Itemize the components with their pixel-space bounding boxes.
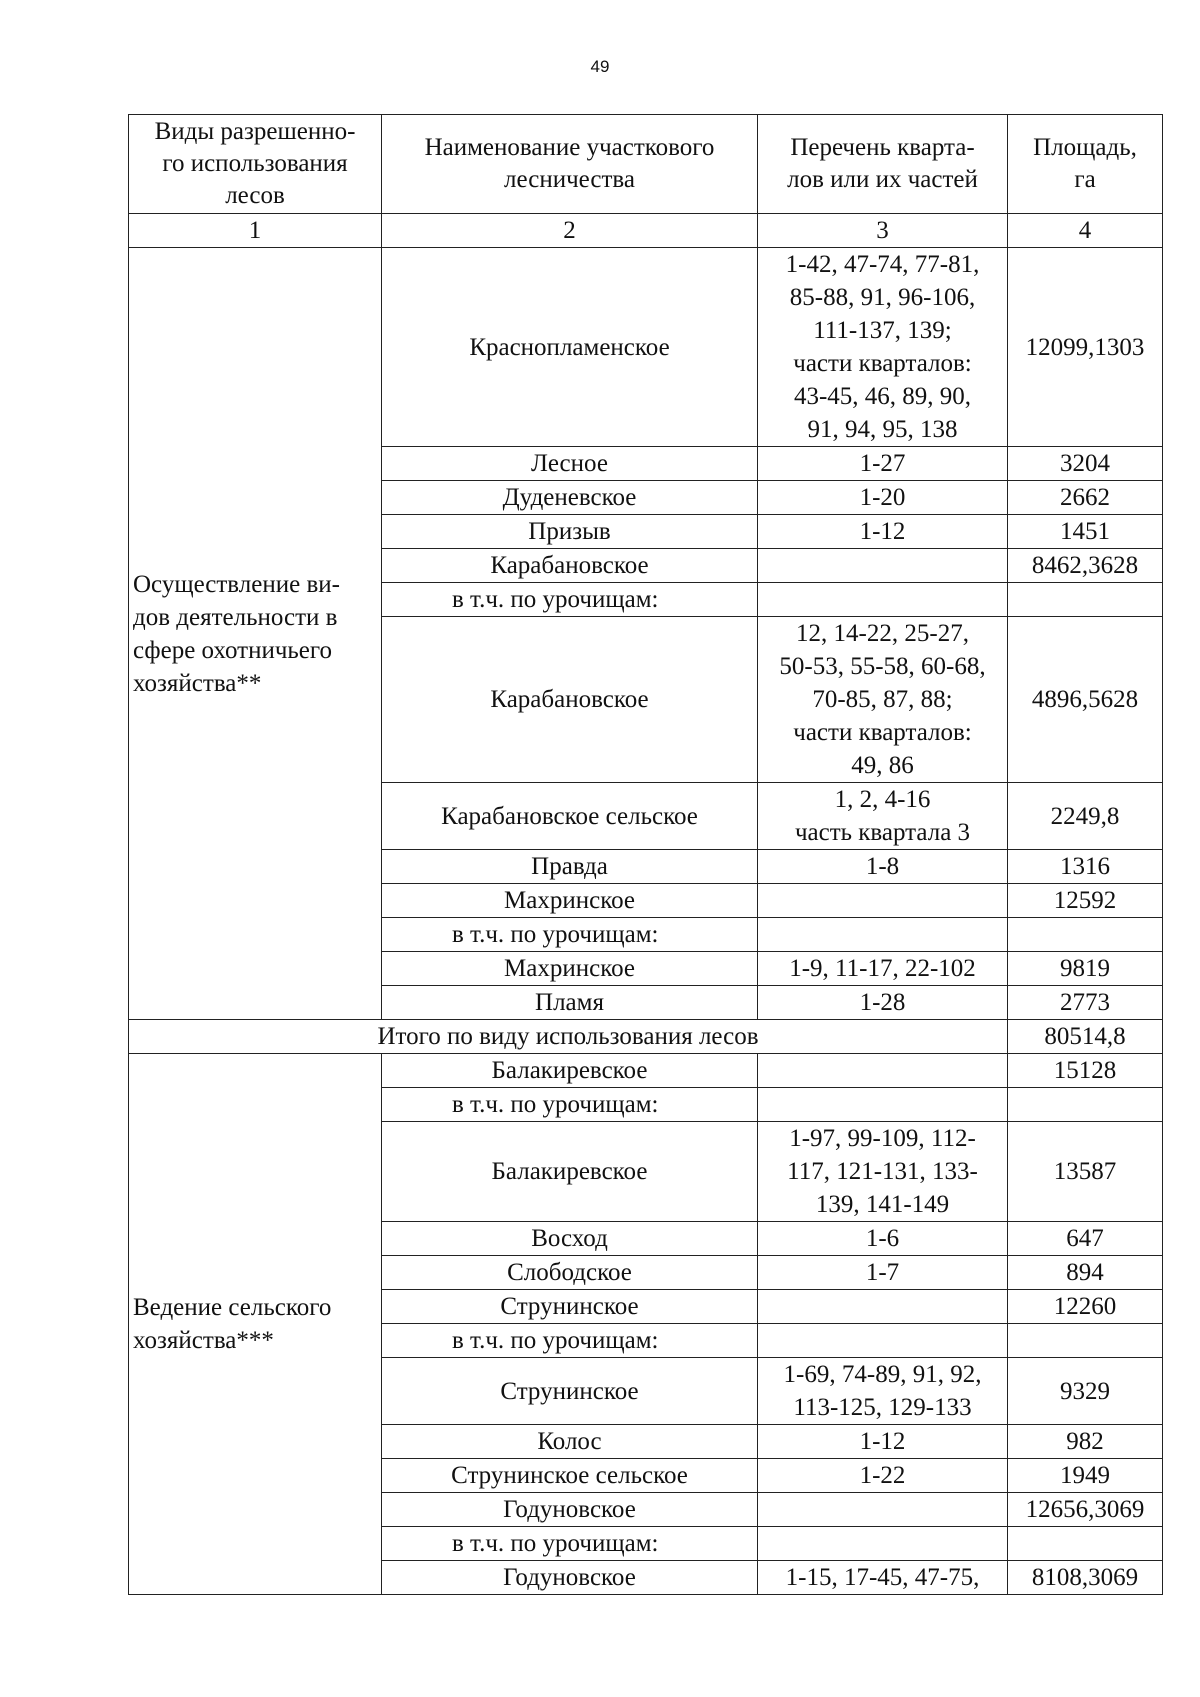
header-cell-use-type: Виды разрешенно- го использования лесов [129, 115, 382, 214]
forestry-name-cell: в т.ч. по урочищам: [382, 1088, 758, 1122]
page-number: 49 [590, 57, 610, 76]
use-type-cell: Осуществление ви- дов деятельности в сфере охотничьего хозяйства** [129, 248, 382, 1020]
area-cell [1008, 1324, 1163, 1358]
area-cell: 12260 [1008, 1290, 1163, 1324]
area-cell [1008, 1088, 1163, 1122]
use-type-cell: Ведение сельского хозяйства*** [129, 1054, 382, 1595]
area-cell: 982 [1008, 1425, 1163, 1459]
forestry-name-cell: Карабановское сельское [382, 783, 758, 850]
total-label-cell: Итого по виду использования лесов [129, 1020, 1008, 1054]
quarters-cell [758, 1324, 1008, 1358]
column-number: 2 [382, 214, 758, 248]
column-numbering-row [129, 214, 1163, 248]
header-row [129, 115, 1163, 214]
quarters-cell: 1-12 [758, 515, 1008, 549]
area-cell [1008, 583, 1163, 617]
quarters-cell [758, 1493, 1008, 1527]
forestry-name-cell: Годуновское [382, 1561, 758, 1595]
area-cell: 1949 [1008, 1459, 1163, 1493]
forestry-name-cell: Струнинское [382, 1290, 758, 1324]
quarters-cell: 1-9, 11-17, 22-102 [758, 952, 1008, 986]
quarters-cell [758, 1290, 1008, 1324]
forest-use-table [128, 114, 1163, 1595]
quarters-cell [758, 1054, 1008, 1088]
quarters-cell [758, 918, 1008, 952]
area-cell: 2249,8 [1008, 783, 1163, 850]
quarters-cell [758, 583, 1008, 617]
quarters-cell: 1-27 [758, 447, 1008, 481]
quarters-cell: 1-22 [758, 1459, 1008, 1493]
table-row [129, 1054, 1163, 1088]
quarters-cell [758, 884, 1008, 918]
forestry-name-cell: Махринское [382, 952, 758, 986]
forestry-name-cell: в т.ч. по урочищам: [382, 1527, 758, 1561]
area-cell: 1316 [1008, 850, 1163, 884]
header-cell-quarters: Перечень кварта- лов или их частей [758, 115, 1008, 214]
forestry-name-cell: Балакиревское [382, 1054, 758, 1088]
forestry-name-cell: Годуновское [382, 1493, 758, 1527]
area-cell: 12656,3069 [1008, 1493, 1163, 1527]
quarters-cell [758, 549, 1008, 583]
forestry-name-cell: Правда [382, 850, 758, 884]
quarters-cell: 1-6 [758, 1222, 1008, 1256]
quarters-cell: 1-12 [758, 1425, 1008, 1459]
column-number: 1 [129, 214, 382, 248]
forestry-name-cell: Карабановское [382, 617, 758, 783]
area-cell: 1451 [1008, 515, 1163, 549]
forestry-name-cell: Пламя [382, 986, 758, 1020]
forestry-name-cell: Лесное [382, 447, 758, 481]
forestry-name-cell: Восход [382, 1222, 758, 1256]
total-value-cell: 80514,8 [1008, 1020, 1163, 1054]
quarters-cell: 1-20 [758, 481, 1008, 515]
area-cell: 4896,5628 [1008, 617, 1163, 783]
area-cell [1008, 1527, 1163, 1561]
forestry-name-cell: Призыв [382, 515, 758, 549]
quarters-cell: 1-69, 74-89, 91, 92, 113-125, 129-133 [758, 1358, 1008, 1425]
forestry-name-cell: Слободское [382, 1256, 758, 1290]
area-cell: 9329 [1008, 1358, 1163, 1425]
total-row [129, 1020, 1163, 1054]
area-cell: 15128 [1008, 1054, 1163, 1088]
area-cell: 13587 [1008, 1122, 1163, 1222]
forestry-name-cell: Струнинское [382, 1358, 758, 1425]
forestry-name-cell: Колос [382, 1425, 758, 1459]
quarters-cell: 1-15, 17-45, 47-75, [758, 1561, 1008, 1595]
quarters-cell [758, 1088, 1008, 1122]
quarters-cell: 1-8 [758, 850, 1008, 884]
area-cell: 2662 [1008, 481, 1163, 515]
forestry-name-cell: в т.ч. по урочищам: [382, 1324, 758, 1358]
area-cell: 12592 [1008, 884, 1163, 918]
area-cell: 647 [1008, 1222, 1163, 1256]
forestry-name-cell: в т.ч. по урочищам: [382, 583, 758, 617]
area-cell: 8108,3069 [1008, 1561, 1163, 1595]
column-number: 4 [1008, 214, 1163, 248]
area-cell: 9819 [1008, 952, 1163, 986]
quarters-cell: 12, 14-22, 25-27, 50-53, 55-58, 60-68, 70-85, 87, 88; части кварталов: 49, 86 [758, 617, 1008, 783]
quarters-cell: 1-97, 99-109, 112- 117, 121-131, 133- 139, 141-149 [758, 1122, 1008, 1222]
header-cell-forestry-name: Наименование участкового лесничества [382, 115, 758, 214]
forestry-name-cell: Балакиревское [382, 1122, 758, 1222]
table-row [129, 248, 1163, 447]
area-cell: 12099,1303 [1008, 248, 1163, 447]
header-cell-area: Площадь, га [1008, 115, 1163, 214]
area-cell: 894 [1008, 1256, 1163, 1290]
forestry-name-cell: Карабановское [382, 549, 758, 583]
quarters-cell: 1-42, 47-74, 77-81, 85-88, 91, 96-106, 111-137, 139; части кварталов: 43-45, 46, 89, 90, 91, 94, 95, 138 [758, 248, 1008, 447]
forestry-name-cell: в т.ч. по урочищам: [382, 918, 758, 952]
column-number: 3 [758, 214, 1008, 248]
forestry-name-cell: Махринское [382, 884, 758, 918]
area-cell: 3204 [1008, 447, 1163, 481]
quarters-cell: 1-7 [758, 1256, 1008, 1290]
area-cell [1008, 918, 1163, 952]
quarters-cell: 1-28 [758, 986, 1008, 1020]
forestry-name-cell: Краснопламенское [382, 248, 758, 447]
forestry-name-cell: Дуденевское [382, 481, 758, 515]
forestry-name-cell: Струнинское сельское [382, 1459, 758, 1493]
quarters-cell: 1, 2, 4-16 часть квартала 3 [758, 783, 1008, 850]
area-cell: 8462,3628 [1008, 549, 1163, 583]
quarters-cell [758, 1527, 1008, 1561]
area-cell: 2773 [1008, 986, 1163, 1020]
